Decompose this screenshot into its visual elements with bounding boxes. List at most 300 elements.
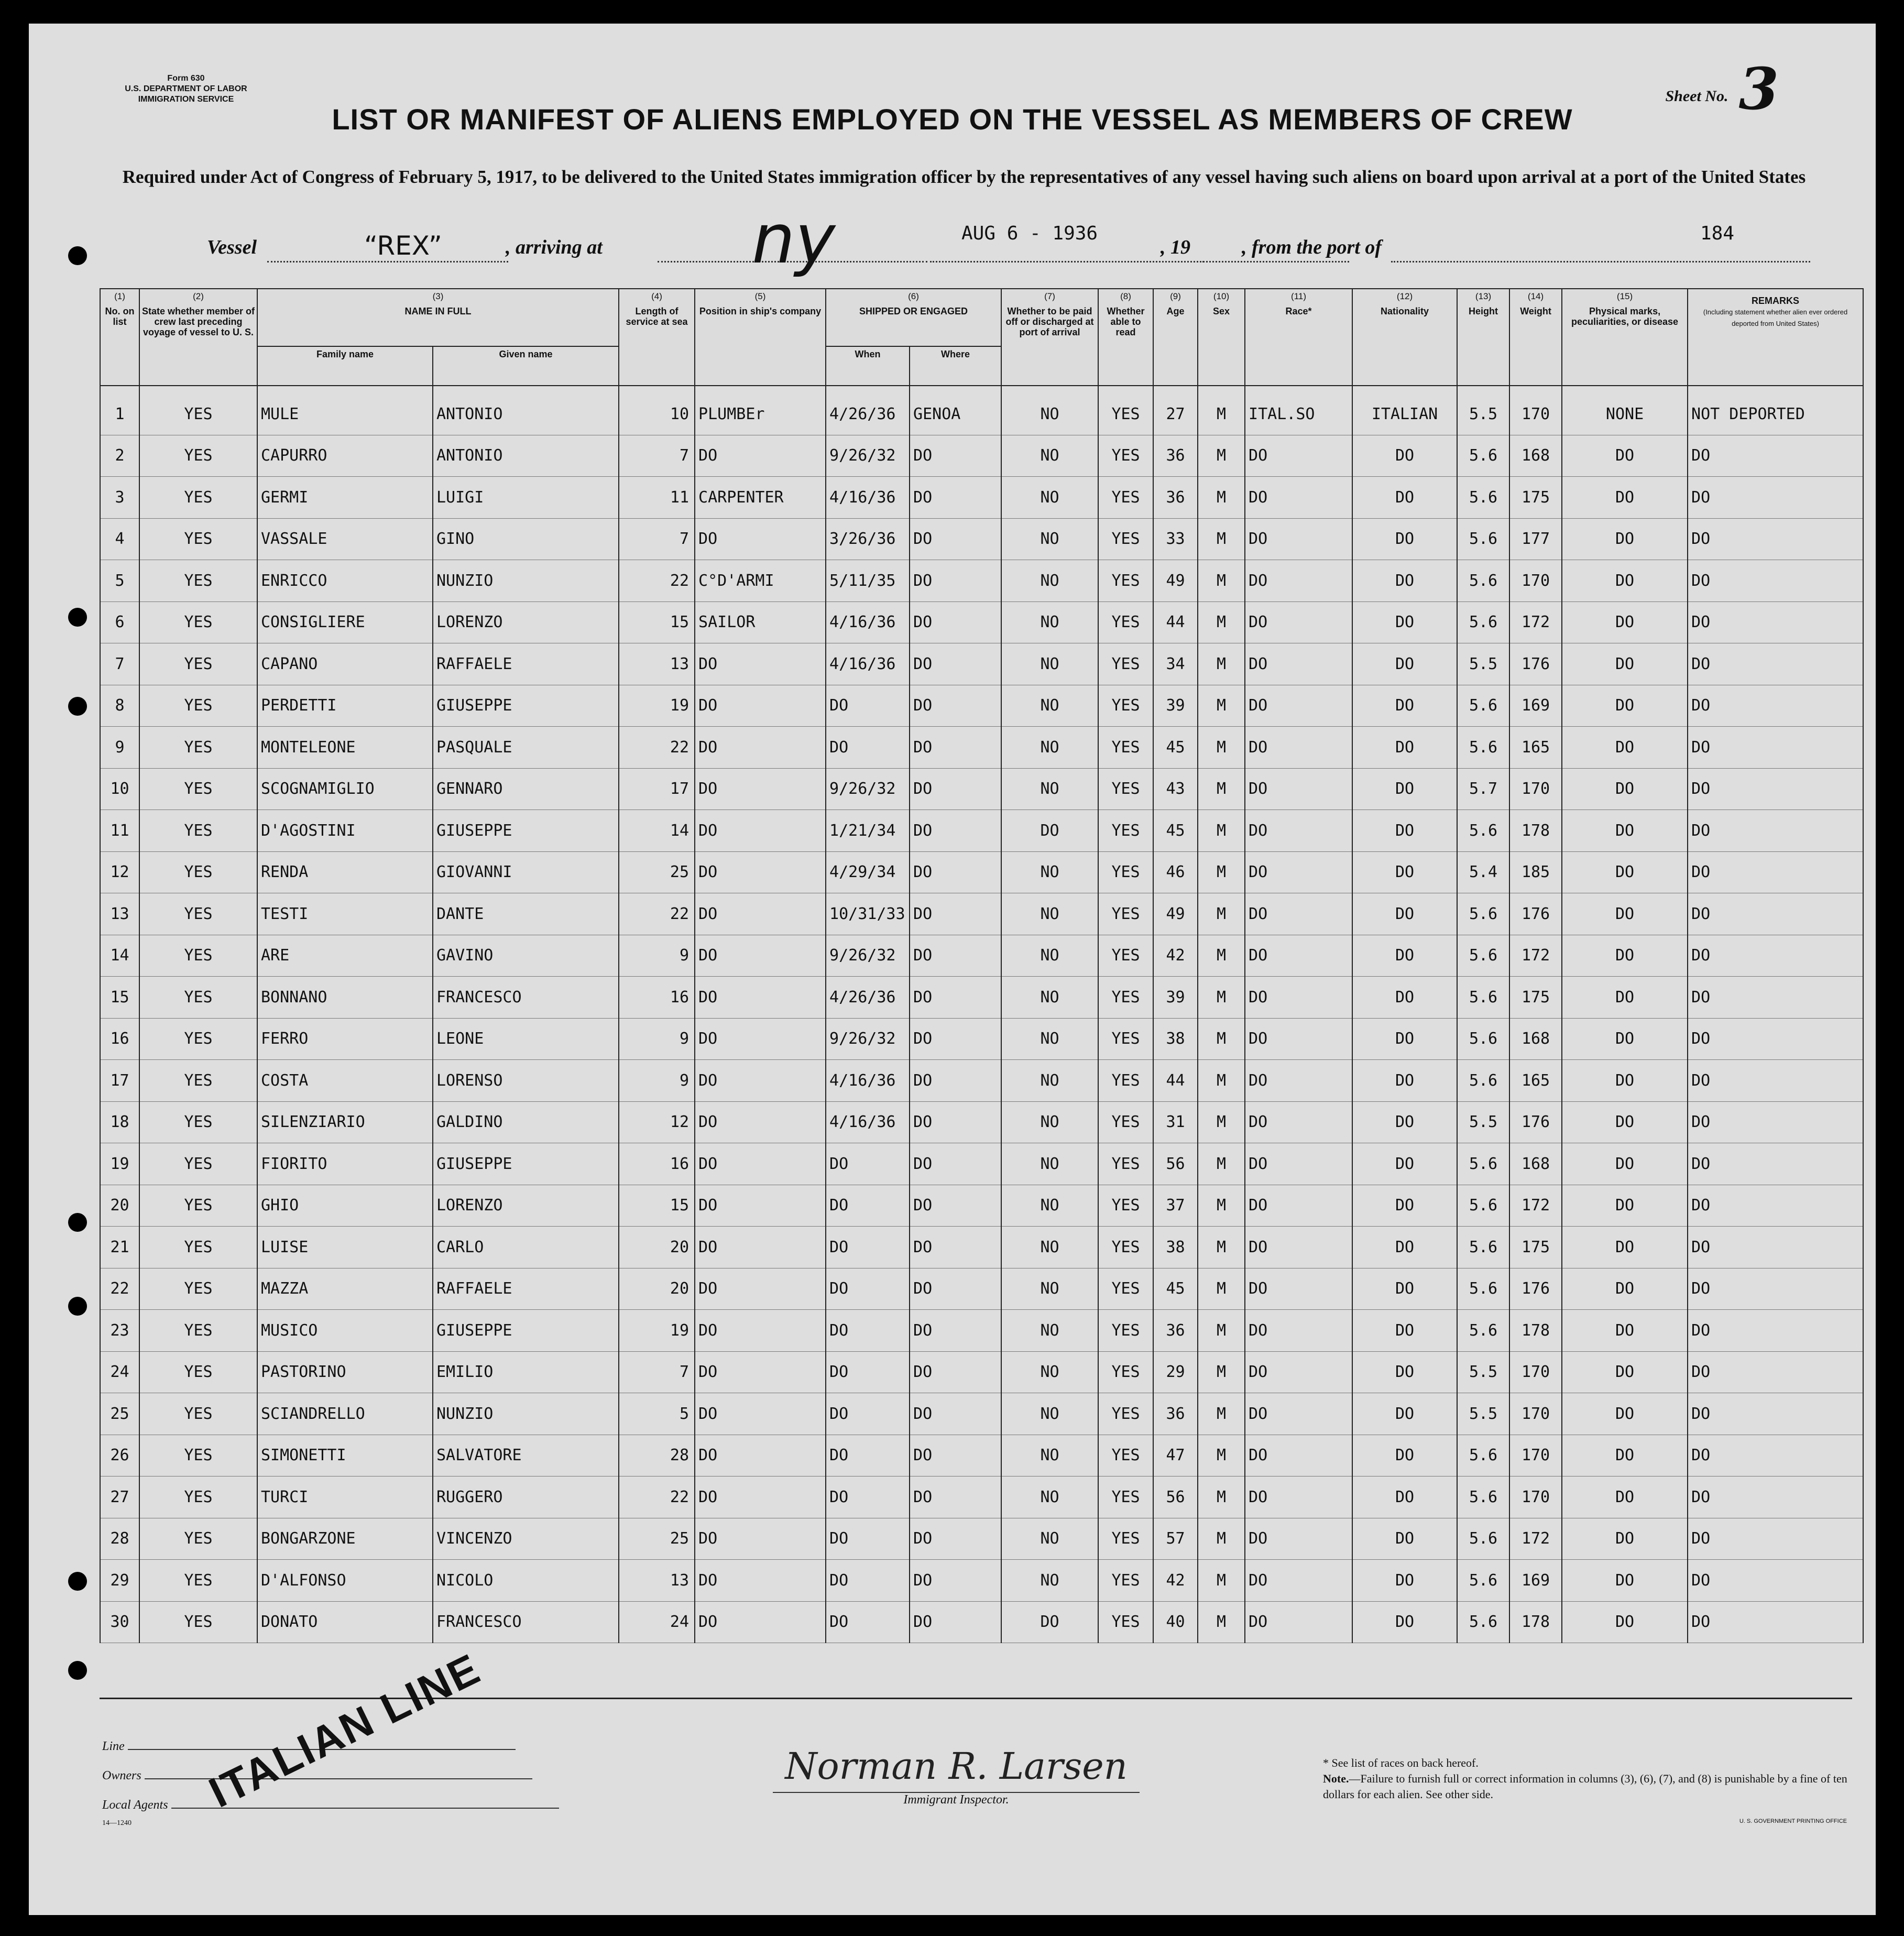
cell-position: DO xyxy=(695,1185,826,1227)
cell-weight: 170 xyxy=(1509,1435,1562,1476)
cell-nationality: DO xyxy=(1352,1060,1457,1102)
cell-race: DO xyxy=(1245,1476,1352,1518)
cell-sex: M xyxy=(1198,1435,1245,1476)
cell-sex: M xyxy=(1198,1560,1245,1602)
cell-previous-voyage: YES xyxy=(139,386,257,435)
cell-position: DO xyxy=(695,1227,826,1268)
cell-previous-voyage: YES xyxy=(139,977,257,1019)
cell-shipped-where: DO xyxy=(910,893,1001,935)
cell-row-number: 24 xyxy=(100,1351,139,1393)
cell-weight: 170 xyxy=(1509,1393,1562,1435)
from-port-label: , from the port of xyxy=(1242,236,1382,258)
cell-paid-off: NO xyxy=(1001,1268,1098,1310)
cell-paid-off: NO xyxy=(1001,560,1098,602)
cell-shipped-when: DO xyxy=(826,727,910,769)
cell-position: DO xyxy=(695,1268,826,1310)
cell-height: 5.6 xyxy=(1457,1601,1509,1643)
cell-sex: M xyxy=(1198,685,1245,727)
cell-shipped-where: DO xyxy=(910,1268,1001,1310)
table-row xyxy=(100,1227,1863,1268)
cell-service-length: 20 xyxy=(619,1227,695,1268)
cell-shipped-when: DO xyxy=(826,1268,910,1310)
cell-race: DO xyxy=(1245,518,1352,560)
cell-row-number: 5 xyxy=(100,560,139,602)
cell-height: 5.6 xyxy=(1457,893,1509,935)
cell-previous-voyage: YES xyxy=(139,1185,257,1227)
cell-given-name: RUGGERO xyxy=(433,1476,619,1518)
cell-row-number: 18 xyxy=(100,1101,139,1143)
cell-physical-marks: DO xyxy=(1562,1518,1688,1560)
cell-weight: 175 xyxy=(1509,977,1562,1019)
cell-height: 5.5 xyxy=(1457,1101,1509,1143)
cell-paid-off: NO xyxy=(1001,1435,1098,1476)
table-row xyxy=(100,560,1863,602)
sheet-number: 3 xyxy=(1738,55,1779,123)
cell-race: DO xyxy=(1245,1560,1352,1602)
cell-shipped-where: DO xyxy=(910,1185,1001,1227)
cell-weight: 170 xyxy=(1509,560,1562,602)
cell-paid-off: DO xyxy=(1001,1601,1098,1643)
cell-previous-voyage: YES xyxy=(139,1018,257,1060)
cell-nationality: DO xyxy=(1352,893,1457,935)
cell-sex: M xyxy=(1198,1185,1245,1227)
cell-previous-voyage: YES xyxy=(139,685,257,727)
cell-weight: 170 xyxy=(1509,768,1562,810)
cell-race: DO xyxy=(1245,1518,1352,1560)
cell-given-name: RAFFAELE xyxy=(433,1268,619,1310)
cell-family-name: ENRICCO xyxy=(257,560,433,602)
cell-service-length: 16 xyxy=(619,977,695,1019)
table-row xyxy=(100,1518,1863,1560)
crew-rows xyxy=(100,386,1863,1643)
cell-position: DO xyxy=(695,977,826,1019)
cell-height: 5.7 xyxy=(1457,768,1509,810)
cell-given-name: DANTE xyxy=(433,893,619,935)
cell-shipped-where: DO xyxy=(910,1018,1001,1060)
cell-paid-off: NO xyxy=(1001,935,1098,977)
cell-row-number: 25 xyxy=(100,1393,139,1435)
cell-previous-voyage: YES xyxy=(139,1227,257,1268)
sheet-number-label: Sheet No. xyxy=(1665,87,1728,105)
cell-sex: M xyxy=(1198,851,1245,893)
table-row xyxy=(100,477,1863,519)
cell-row-number: 30 xyxy=(100,1601,139,1643)
cell-position: DO xyxy=(695,1601,826,1643)
cell-paid-off: NO xyxy=(1001,1143,1098,1185)
cell-race: DO xyxy=(1245,977,1352,1019)
cell-nationality: DO xyxy=(1352,1393,1457,1435)
cell-age: 37 xyxy=(1153,1185,1198,1227)
cell-paid-off: NO xyxy=(1001,477,1098,519)
cell-previous-voyage: YES xyxy=(139,560,257,602)
cell-able-to-read: YES xyxy=(1098,1060,1153,1102)
cell-shipped-when: 9/26/32 xyxy=(826,435,910,477)
cell-weight: 176 xyxy=(1509,893,1562,935)
cell-shipped-where: DO xyxy=(910,643,1001,685)
cell-family-name: RENDA xyxy=(257,851,433,893)
cell-family-name: FERRO xyxy=(257,1018,433,1060)
cell-service-length: 13 xyxy=(619,1560,695,1602)
cell-service-length: 11 xyxy=(619,477,695,519)
cell-previous-voyage: YES xyxy=(139,1518,257,1560)
form-code: 14—1240 xyxy=(102,1819,132,1827)
cell-height: 5.6 xyxy=(1457,935,1509,977)
cell-remarks: DO xyxy=(1688,1351,1863,1393)
cell-row-number: 22 xyxy=(100,1268,139,1310)
cell-age: 49 xyxy=(1153,893,1198,935)
cell-service-length: 9 xyxy=(619,1060,695,1102)
cell-previous-voyage: YES xyxy=(139,727,257,769)
cell-row-number: 16 xyxy=(100,1018,139,1060)
cell-physical-marks: DO xyxy=(1562,1601,1688,1643)
cell-row-number: 10 xyxy=(100,768,139,810)
cell-position: DO xyxy=(695,1435,826,1476)
cell-remarks: DO xyxy=(1688,1143,1863,1185)
cell-shipped-when: DO xyxy=(826,1351,910,1393)
cell-service-length: 19 xyxy=(619,1310,695,1352)
cell-given-name: FRANCESCO xyxy=(433,977,619,1019)
cell-position: DO xyxy=(695,851,826,893)
cell-nationality: DO xyxy=(1352,601,1457,643)
cell-row-number: 17 xyxy=(100,1060,139,1102)
cell-family-name: COSTA xyxy=(257,1060,433,1102)
col-header-family-name: Family name xyxy=(257,346,433,386)
cell-service-length: 25 xyxy=(619,851,695,893)
cell-physical-marks: DO xyxy=(1562,1435,1688,1476)
cell-row-number: 3 xyxy=(100,477,139,519)
cell-family-name: SCOGNAMIGLIO xyxy=(257,768,433,810)
cell-age: 42 xyxy=(1153,1560,1198,1602)
note-label: Note. xyxy=(1323,1772,1349,1785)
cell-sex: M xyxy=(1198,1018,1245,1060)
cell-paid-off: NO xyxy=(1001,727,1098,769)
cell-weight: 177 xyxy=(1509,518,1562,560)
cell-family-name: BONGARZONE xyxy=(257,1518,433,1560)
cell-previous-voyage: YES xyxy=(139,1435,257,1476)
cell-able-to-read: YES xyxy=(1098,1101,1153,1143)
cell-able-to-read: YES xyxy=(1098,1268,1153,1310)
arriving-port: ny xyxy=(752,199,836,279)
cell-shipped-when: 5/11/35 xyxy=(826,560,910,602)
cell-sex: M xyxy=(1198,1476,1245,1518)
cell-weight: 172 xyxy=(1509,601,1562,643)
cell-previous-voyage: YES xyxy=(139,810,257,852)
cell-height: 5.4 xyxy=(1457,851,1509,893)
cell-age: 38 xyxy=(1153,1227,1198,1268)
cell-remarks: DO xyxy=(1688,1268,1863,1310)
cell-position: DO xyxy=(695,810,826,852)
cell-family-name: BONNANO xyxy=(257,977,433,1019)
cell-shipped-when: 4/16/36 xyxy=(826,1060,910,1102)
cell-family-name: CAPANO xyxy=(257,643,433,685)
cell-paid-off: NO xyxy=(1001,1560,1098,1602)
cell-remarks: DO xyxy=(1688,727,1863,769)
cell-service-length: 28 xyxy=(619,1435,695,1476)
cell-paid-off: DO xyxy=(1001,810,1098,852)
cell-paid-off: NO xyxy=(1001,893,1098,935)
race-note: * See list of races on back hereof. xyxy=(1323,1756,1479,1769)
cell-remarks: DO xyxy=(1688,1060,1863,1102)
cell-able-to-read: YES xyxy=(1098,1018,1153,1060)
cell-race: DO xyxy=(1245,1018,1352,1060)
cell-service-length: 9 xyxy=(619,1018,695,1060)
cell-given-name: LORENZO xyxy=(433,601,619,643)
cell-height: 5.6 xyxy=(1457,1185,1509,1227)
table-row xyxy=(100,1435,1863,1476)
page-title: LIST OR MANIFEST OF ALIENS EMPLOYED ON THE VESSEL AS MEMBERS OF CREW xyxy=(332,103,1573,136)
cell-family-name: ARE xyxy=(257,935,433,977)
cell-shipped-when: DO xyxy=(826,1601,910,1643)
cell-weight: 185 xyxy=(1509,851,1562,893)
cell-paid-off: NO xyxy=(1001,435,1098,477)
cell-physical-marks: DO xyxy=(1562,1268,1688,1310)
cell-remarks: DO xyxy=(1688,893,1863,935)
cell-given-name: GIUSEPPE xyxy=(433,810,619,852)
cell-row-number: 2 xyxy=(100,435,139,477)
cell-weight: 172 xyxy=(1509,935,1562,977)
cell-age: 49 xyxy=(1153,560,1198,602)
cell-position: DO xyxy=(695,1351,826,1393)
cell-race: DO xyxy=(1245,1227,1352,1268)
cell-service-length: 14 xyxy=(619,810,695,852)
cell-race: DO xyxy=(1245,560,1352,602)
cell-given-name: CARLO xyxy=(433,1227,619,1268)
cell-previous-voyage: YES xyxy=(139,935,257,977)
cell-remarks: DO xyxy=(1688,810,1863,852)
cell-able-to-read: YES xyxy=(1098,685,1153,727)
cell-row-number: 14 xyxy=(100,935,139,977)
cell-row-number: 6 xyxy=(100,601,139,643)
punch-hole xyxy=(68,246,87,265)
cell-given-name: PASQUALE xyxy=(433,727,619,769)
cell-able-to-read: YES xyxy=(1098,727,1153,769)
cell-given-name: GAVINO xyxy=(433,935,619,977)
cell-given-name: LUIGI xyxy=(433,477,619,519)
cell-able-to-read: YES xyxy=(1098,560,1153,602)
cell-nationality: DO xyxy=(1352,851,1457,893)
footnotes xyxy=(1323,1755,1852,1802)
table-row xyxy=(100,1601,1863,1643)
cell-previous-voyage: YES xyxy=(139,518,257,560)
cell-physical-marks: DO xyxy=(1562,1227,1688,1268)
cell-able-to-read: YES xyxy=(1098,1227,1153,1268)
cell-race: DO xyxy=(1245,935,1352,977)
cell-family-name: D'AGOSTINI xyxy=(257,810,433,852)
cell-weight: 176 xyxy=(1509,1101,1562,1143)
cell-sex: M xyxy=(1198,810,1245,852)
punch-hole xyxy=(68,1661,87,1680)
cell-height: 5.6 xyxy=(1457,1268,1509,1310)
cell-shipped-where: DO xyxy=(910,851,1001,893)
cell-sex: M xyxy=(1198,435,1245,477)
cell-physical-marks: DO xyxy=(1562,1018,1688,1060)
cell-position: DO xyxy=(695,1060,826,1102)
cell-race: DO xyxy=(1245,1185,1352,1227)
cell-remarks: DO xyxy=(1688,1560,1863,1602)
cell-row-number: 8 xyxy=(100,685,139,727)
cell-previous-voyage: YES xyxy=(139,851,257,893)
cell-row-number: 12 xyxy=(100,851,139,893)
cell-age: 40 xyxy=(1153,1601,1198,1643)
cell-physical-marks: DO xyxy=(1562,851,1688,893)
cell-remarks: DO xyxy=(1688,1227,1863,1268)
cell-paid-off: NO xyxy=(1001,851,1098,893)
cell-nationality: DO xyxy=(1352,935,1457,977)
cell-weight: 175 xyxy=(1509,477,1562,519)
cell-physical-marks: DO xyxy=(1562,560,1688,602)
table-row xyxy=(100,1351,1863,1393)
cell-able-to-read: YES xyxy=(1098,1310,1153,1352)
cell-service-length: 16 xyxy=(619,1143,695,1185)
cell-nationality: DO xyxy=(1352,1143,1457,1185)
cell-able-to-read: YES xyxy=(1098,935,1153,977)
cell-previous-voyage: YES xyxy=(139,1143,257,1185)
cell-age: 34 xyxy=(1153,643,1198,685)
cell-age: 29 xyxy=(1153,1351,1198,1393)
date-stamp: AUG 6 - 1936 xyxy=(961,223,1098,244)
cell-given-name: LEONE xyxy=(433,1018,619,1060)
note-text: —Failure to furnish full or correct information in columns (3), (6), (7), and (8) is punishable by a fine of ten dollars for each alien. See other side. xyxy=(1323,1772,1847,1801)
cell-family-name: D'ALFONSO xyxy=(257,1560,433,1602)
cell-weight: 170 xyxy=(1509,1476,1562,1518)
table-row xyxy=(100,435,1863,477)
cell-able-to-read: YES xyxy=(1098,1601,1153,1643)
cell-sex: M xyxy=(1198,1393,1245,1435)
cell-physical-marks: DO xyxy=(1562,685,1688,727)
cell-position: DO xyxy=(695,727,826,769)
form-header xyxy=(97,73,275,105)
cell-age: 36 xyxy=(1153,435,1198,477)
table-row xyxy=(100,810,1863,852)
table-row xyxy=(100,1268,1863,1310)
cell-height: 5.6 xyxy=(1457,1560,1509,1602)
cell-shipped-when: DO xyxy=(826,1227,910,1268)
cell-shipped-where: DO xyxy=(910,810,1001,852)
cell-able-to-read: YES xyxy=(1098,1435,1153,1476)
cell-service-length: 13 xyxy=(619,643,695,685)
cell-shipped-when: 4/26/36 xyxy=(826,386,910,435)
cell-shipped-where: DO xyxy=(910,977,1001,1019)
cell-shipped-when: 4/16/36 xyxy=(826,477,910,519)
cell-family-name: VASSALE xyxy=(257,518,433,560)
cell-weight: 169 xyxy=(1509,685,1562,727)
cell-nationality: DO xyxy=(1352,435,1457,477)
cell-weight: 172 xyxy=(1509,1185,1562,1227)
punch-hole xyxy=(68,608,87,627)
cell-sex: M xyxy=(1198,1351,1245,1393)
cell-previous-voyage: YES xyxy=(139,477,257,519)
cell-age: 46 xyxy=(1153,851,1198,893)
cell-shipped-where: DO xyxy=(910,727,1001,769)
cell-position: DO xyxy=(695,1518,826,1560)
cell-remarks: DO xyxy=(1688,1601,1863,1643)
cell-remarks: DO xyxy=(1688,1185,1863,1227)
cell-given-name: GINO xyxy=(433,518,619,560)
cell-given-name: GALDINO xyxy=(433,1101,619,1143)
cell-service-length: 22 xyxy=(619,1476,695,1518)
cell-nationality: ITALIAN xyxy=(1352,386,1457,435)
cell-shipped-when: 1/21/34 xyxy=(826,810,910,852)
cell-remarks: DO xyxy=(1688,435,1863,477)
cell-given-name: NICOLO xyxy=(433,1560,619,1602)
cell-shipped-when: 4/29/34 xyxy=(826,851,910,893)
cell-position: DO xyxy=(695,435,826,477)
cell-able-to-read: YES xyxy=(1098,518,1153,560)
cell-row-number: 29 xyxy=(100,1560,139,1602)
cell-physical-marks: DO xyxy=(1562,435,1688,477)
cell-row-number: 7 xyxy=(100,643,139,685)
cell-physical-marks: DO xyxy=(1562,601,1688,643)
cell-service-length: 7 xyxy=(619,435,695,477)
cell-shipped-where: DO xyxy=(910,685,1001,727)
cell-age: 36 xyxy=(1153,1310,1198,1352)
cell-race: DO xyxy=(1245,601,1352,643)
cell-height: 5.5 xyxy=(1457,1393,1509,1435)
cell-position: PLUMBEr xyxy=(695,386,826,435)
cell-service-length: 25 xyxy=(619,1518,695,1560)
cell-weight: 178 xyxy=(1509,810,1562,852)
cell-remarks: DO xyxy=(1688,477,1863,519)
cell-age: 56 xyxy=(1153,1476,1198,1518)
cell-family-name: LUISE xyxy=(257,1227,433,1268)
cell-given-name: NUNZIO xyxy=(433,560,619,602)
cell-paid-off: NO xyxy=(1001,685,1098,727)
cell-shipped-when: 4/16/36 xyxy=(826,643,910,685)
cell-able-to-read: YES xyxy=(1098,1351,1153,1393)
cell-shipped-when: DO xyxy=(826,1310,910,1352)
cell-height: 5.6 xyxy=(1457,1310,1509,1352)
cell-service-length: 17 xyxy=(619,768,695,810)
cell-previous-voyage: YES xyxy=(139,1310,257,1352)
col-header-previous-voyage: (2) State whether member of crew last preceding voyage of vessel to U. S. xyxy=(139,289,257,386)
cell-shipped-where: GENOA xyxy=(910,386,1001,435)
cell-sex: M xyxy=(1198,1518,1245,1560)
cell-physical-marks: DO xyxy=(1562,1143,1688,1185)
cell-able-to-read: YES xyxy=(1098,1560,1153,1602)
cell-shipped-when: DO xyxy=(826,1560,910,1602)
cell-age: 31 xyxy=(1153,1101,1198,1143)
cell-shipped-where: DO xyxy=(910,1227,1001,1268)
cell-able-to-read: YES xyxy=(1098,601,1153,643)
table-row xyxy=(100,1101,1863,1143)
cell-able-to-read: YES xyxy=(1098,643,1153,685)
cell-age: 45 xyxy=(1153,810,1198,852)
punch-hole xyxy=(68,1213,87,1232)
cell-nationality: DO xyxy=(1352,1268,1457,1310)
cell-nationality: DO xyxy=(1352,810,1457,852)
cell-race: DO xyxy=(1245,1060,1352,1102)
cell-position: DO xyxy=(695,1393,826,1435)
cell-age: 36 xyxy=(1153,477,1198,519)
cell-service-length: 7 xyxy=(619,518,695,560)
cell-weight: 175 xyxy=(1509,1227,1562,1268)
cell-family-name: GHIO xyxy=(257,1185,433,1227)
cell-nationality: DO xyxy=(1352,1518,1457,1560)
cell-shipped-where: DO xyxy=(910,935,1001,977)
cell-service-length: 22 xyxy=(619,727,695,769)
col-header-age: (9) Age xyxy=(1153,289,1198,386)
cell-row-number: 9 xyxy=(100,727,139,769)
cell-row-number: 21 xyxy=(100,1227,139,1268)
service-name: IMMIGRATION SERVICE xyxy=(138,95,234,104)
col-header-paid-off: (7) Whether to be paid off or discharged at port of arrival xyxy=(1001,289,1098,386)
cell-shipped-where: DO xyxy=(910,477,1001,519)
cell-service-length: 12 xyxy=(619,1101,695,1143)
cell-sex: M xyxy=(1198,1268,1245,1310)
cell-shipped-where: DO xyxy=(910,1351,1001,1393)
cell-age: 42 xyxy=(1153,935,1198,977)
port-code: 184 xyxy=(1700,223,1735,244)
